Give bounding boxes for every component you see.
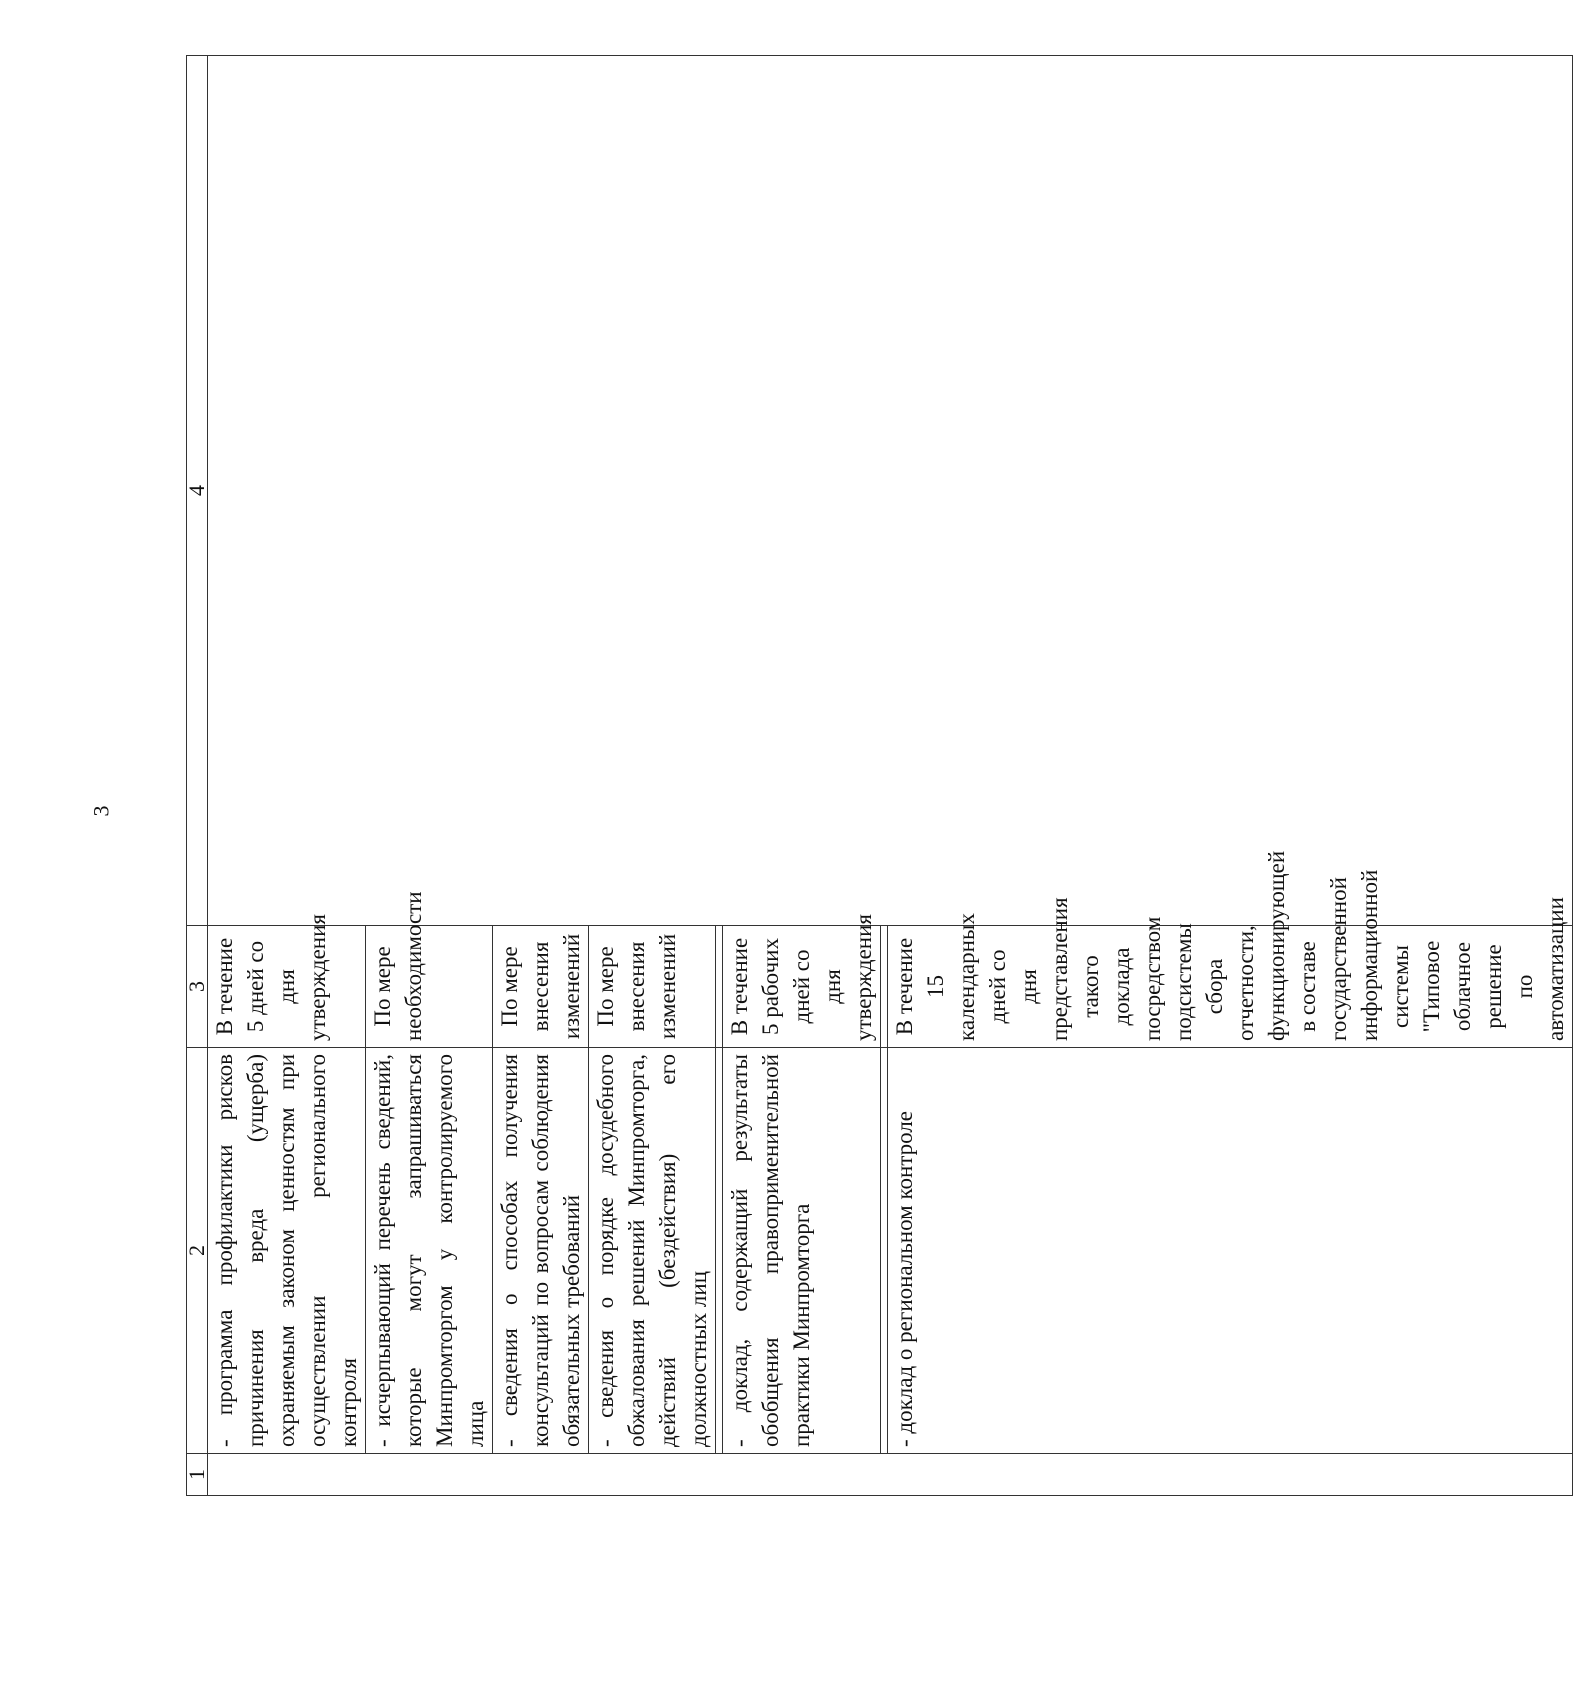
header-col-3: 3 xyxy=(187,926,208,1048)
row-name: - программа профилактики рисков причинения вреда (ущерба) охраняемым законом ценностям при осуществлении регионального контроля xyxy=(208,1048,366,1454)
spacer-cell xyxy=(881,926,888,1048)
row-term: В течение 5 дней со дня утверждения xyxy=(208,926,366,1048)
row-term: По мере внесения изменений xyxy=(493,926,589,1048)
col-1-cell xyxy=(208,1454,1573,1496)
row-term: В течение 15 календарных дней со дня представления такого доклада посредством подсистемы сбора отчетности, функционирующей в составе государственной информационной системы "Типовое облачное решение по автоматизации xyxy=(888,926,1573,1048)
row-name: - доклад, содержащий результаты обобщения правоприменительной практики Минпромторга xyxy=(723,1048,881,1454)
header-row xyxy=(187,56,208,1496)
row-term: В течение 5 рабочих дней со дня утверждения xyxy=(723,926,881,1048)
col-4-cell xyxy=(208,56,1573,926)
measures-table xyxy=(186,55,1573,1496)
header-col-4: 4 xyxy=(187,56,208,926)
spacer-cell xyxy=(716,926,723,1048)
page-number: 3 xyxy=(88,805,114,817)
table-row xyxy=(208,56,366,1496)
spacer-cell xyxy=(881,1048,888,1454)
row-term: По мере необходимости xyxy=(366,926,493,1048)
spacer-cell xyxy=(716,1048,723,1454)
row-name: - сведения о порядке досудебного обжалования решений Минпромторга, действий (бездействия) его должностных лиц xyxy=(589,1048,716,1454)
header-col-1: 1 xyxy=(187,1454,208,1496)
row-term: По мере внесения изменений xyxy=(589,926,716,1048)
header-col-2: 2 xyxy=(187,1048,208,1454)
row-name: - сведения о способах получения консультаций по вопросам соблюдения обязательных требований xyxy=(493,1048,589,1454)
rotated-table-page xyxy=(184,56,1568,1496)
row-name: - исчерпывающий перечень сведений, которые могут запрашиваться Минпромторгом у контролируемого лица xyxy=(366,1048,493,1454)
row-name: - доклад о региональном контроле xyxy=(888,1048,1573,1454)
